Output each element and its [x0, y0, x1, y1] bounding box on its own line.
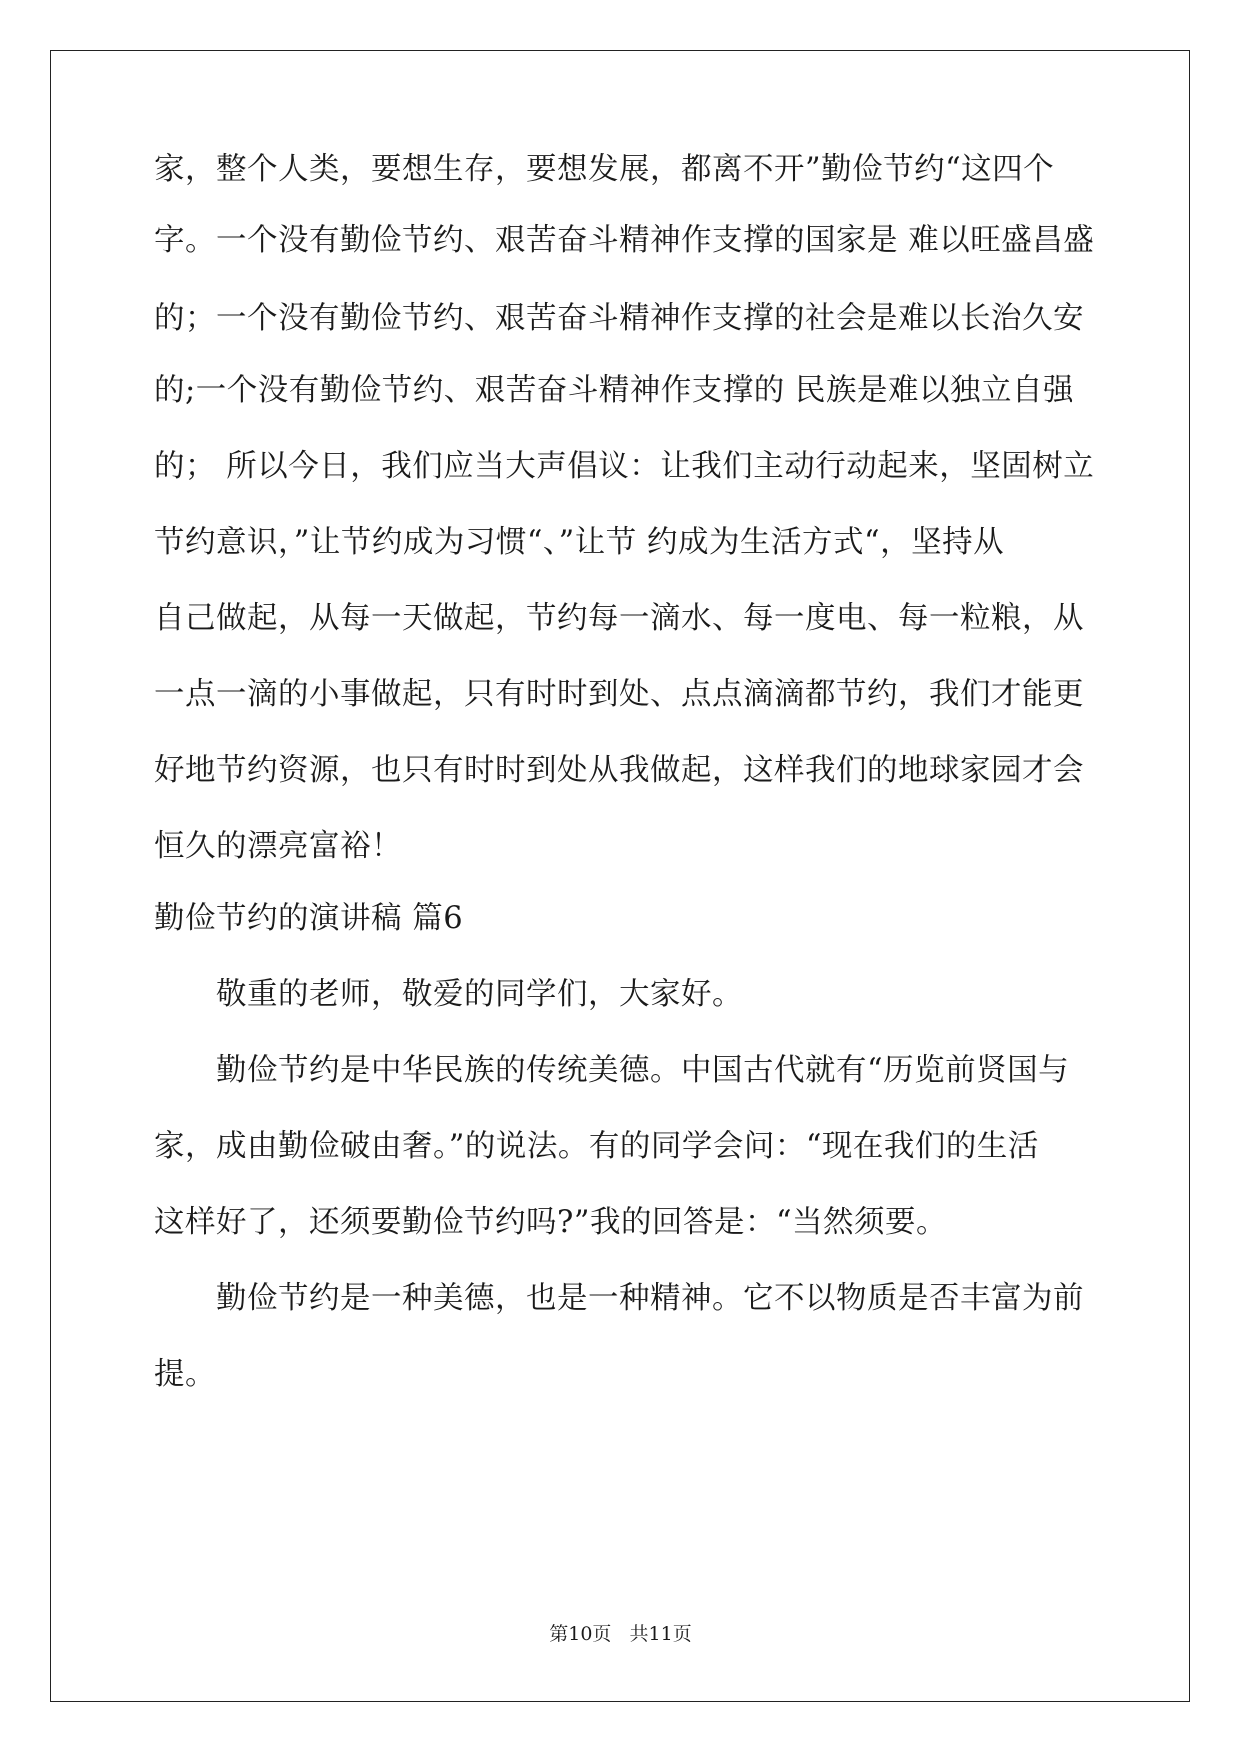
text-line: 家，整个人类，要想生存，要想发展，都离不开”勤俭节约“这四个 [154, 152, 1055, 187]
text-line: 的;一个没有勤俭节约、艰苦奋斗精神作支撑的 民族是难以独立自强 [154, 373, 1074, 408]
text-line: 恒久的漂亮富裕！ [154, 829, 402, 864]
page-border [50, 50, 1190, 1702]
section-title: 勤俭节约的演讲稿 篇6 [154, 901, 464, 936]
paragraph-line: 这样好了，还须要勤俭节约吗?”我的回答是：“当然须要。 [154, 1205, 948, 1240]
paragraph-line: 提。 [154, 1357, 216, 1392]
text-line: 的； 所以今日，我们应当大声倡议：让我们主动行动起来，坚固树立 [154, 449, 1095, 484]
paragraph-line: 家，成由勤俭破由奢。”的说法。有的同学会问：“现在我们的生活 [154, 1129, 1039, 1164]
text-line: 字。一个没有勤俭节约、艰苦奋斗精神作支撑的国家是 难以旺盛昌盛 [154, 223, 1095, 258]
text-line: 好地节约资源，也只有时时到处从我做起，这样我们的地球家园才会 [154, 753, 1084, 788]
text-line: 的；一个没有勤俭节约、艰苦奋斗精神作支撑的社会是难以长治久安 [154, 301, 1084, 336]
page-number-footer: 第10页 共11页 [549, 1623, 692, 1645]
text-line: 一点一滴的小事做起，只有时时到处、点点滴滴都节约，我们才能更 [154, 677, 1084, 712]
greeting-paragraph: 敬重的老师，敬爱的同学们，大家好。 [216, 977, 743, 1012]
text-line: 自己做起，从每一天做起，节约每一滴水、每一度电、每一粒粮，从 [154, 601, 1084, 636]
paragraph-line: 勤俭节约是一种美德，也是一种精神。它不以物质是否丰富为前 [216, 1281, 1084, 1316]
text-line: 节约意识，”让节约成为习惯“、”让节 约成为生活方式“，坚持从 [154, 525, 1005, 560]
paragraph-line: 勤俭节约是中华民族的传统美德。中国古代就有“历览前贤国与 [216, 1053, 1070, 1088]
